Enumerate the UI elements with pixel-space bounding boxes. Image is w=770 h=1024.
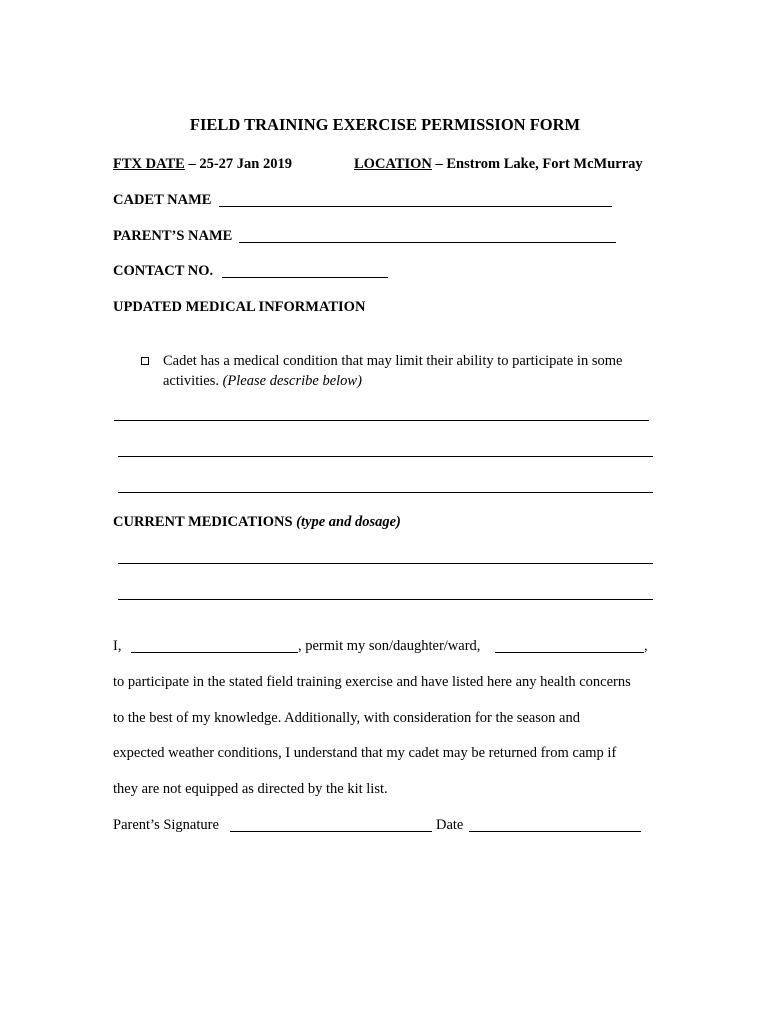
cadet-name-row: [113, 192, 211, 209]
contact-no-row: [113, 263, 213, 280]
consent-comma: ,: [644, 638, 648, 654]
parents-name-label: PARENT’S NAME: [113, 228, 233, 244]
medical-condition-activities: activities.: [163, 373, 223, 389]
medical-condition-text-2: [163, 373, 362, 390]
parents-name-row: [113, 228, 232, 245]
consent-parent-name-field[interactable]: [131, 652, 298, 653]
medical-condition-text-1: Cadet has a medical condition that may limit their ability to participate in some: [163, 353, 623, 369]
location-value: – Enstrom Lake, Fort McMurray: [431, 156, 643, 172]
signature-label: Parent’s Signature: [113, 817, 219, 833]
contact-no-field[interactable]: [222, 277, 388, 278]
ftx-date-row: [113, 156, 292, 173]
medical-heading: UPDATED MEDICAL INFORMATION: [113, 299, 366, 315]
consent-line-3: expected weather conditions, I understand that my cadet may be returned from camp if: [113, 745, 617, 761]
medications-line-2[interactable]: [118, 599, 653, 600]
form-title: FIELD TRAINING EXERCISE PERMISSION FORM: [189, 115, 581, 134]
parents-name-field[interactable]: [239, 242, 616, 243]
consent-line-4: they are not equipped as directed by the kit list.: [113, 781, 388, 797]
date-field[interactable]: [469, 831, 641, 832]
cadet-name-label: CADET NAME: [113, 192, 212, 208]
consent-line-1: to participate in the stated field training exercise and have listed here any health concerns: [113, 674, 631, 690]
medications-heading-note: (type and dosage): [296, 514, 401, 530]
consent-line-2: to the best of my knowledge. Additionally, with consideration for the season and: [113, 710, 580, 726]
location-label: LOCATION: [354, 156, 432, 172]
ftx-date-label: FTX DATE: [113, 156, 185, 172]
medical-condition-checkbox[interactable]: [141, 357, 149, 365]
location-row: [354, 156, 643, 173]
consent-permit-text: , permit my son/daughter/ward,: [298, 638, 481, 654]
consent-ward-name-field[interactable]: [495, 652, 644, 653]
medications-heading: [113, 514, 401, 531]
contact-no-label: CONTACT NO.: [113, 263, 214, 279]
medical-condition-describe: (Please describe below): [222, 373, 362, 389]
medical-description-line-3[interactable]: [118, 492, 653, 493]
medications-line-1[interactable]: [118, 563, 653, 564]
medications-heading-text: CURRENT MEDICATIONS: [113, 514, 297, 530]
signature-field[interactable]: [230, 831, 432, 832]
date-label: Date: [436, 817, 464, 833]
consent-i-label: I,: [113, 638, 122, 654]
cadet-name-field[interactable]: [219, 206, 612, 207]
medical-description-line-2[interactable]: [118, 456, 653, 457]
medical-description-line-1[interactable]: [114, 420, 649, 421]
ftx-date-value: – 25-27 Jan 2019: [184, 156, 292, 172]
